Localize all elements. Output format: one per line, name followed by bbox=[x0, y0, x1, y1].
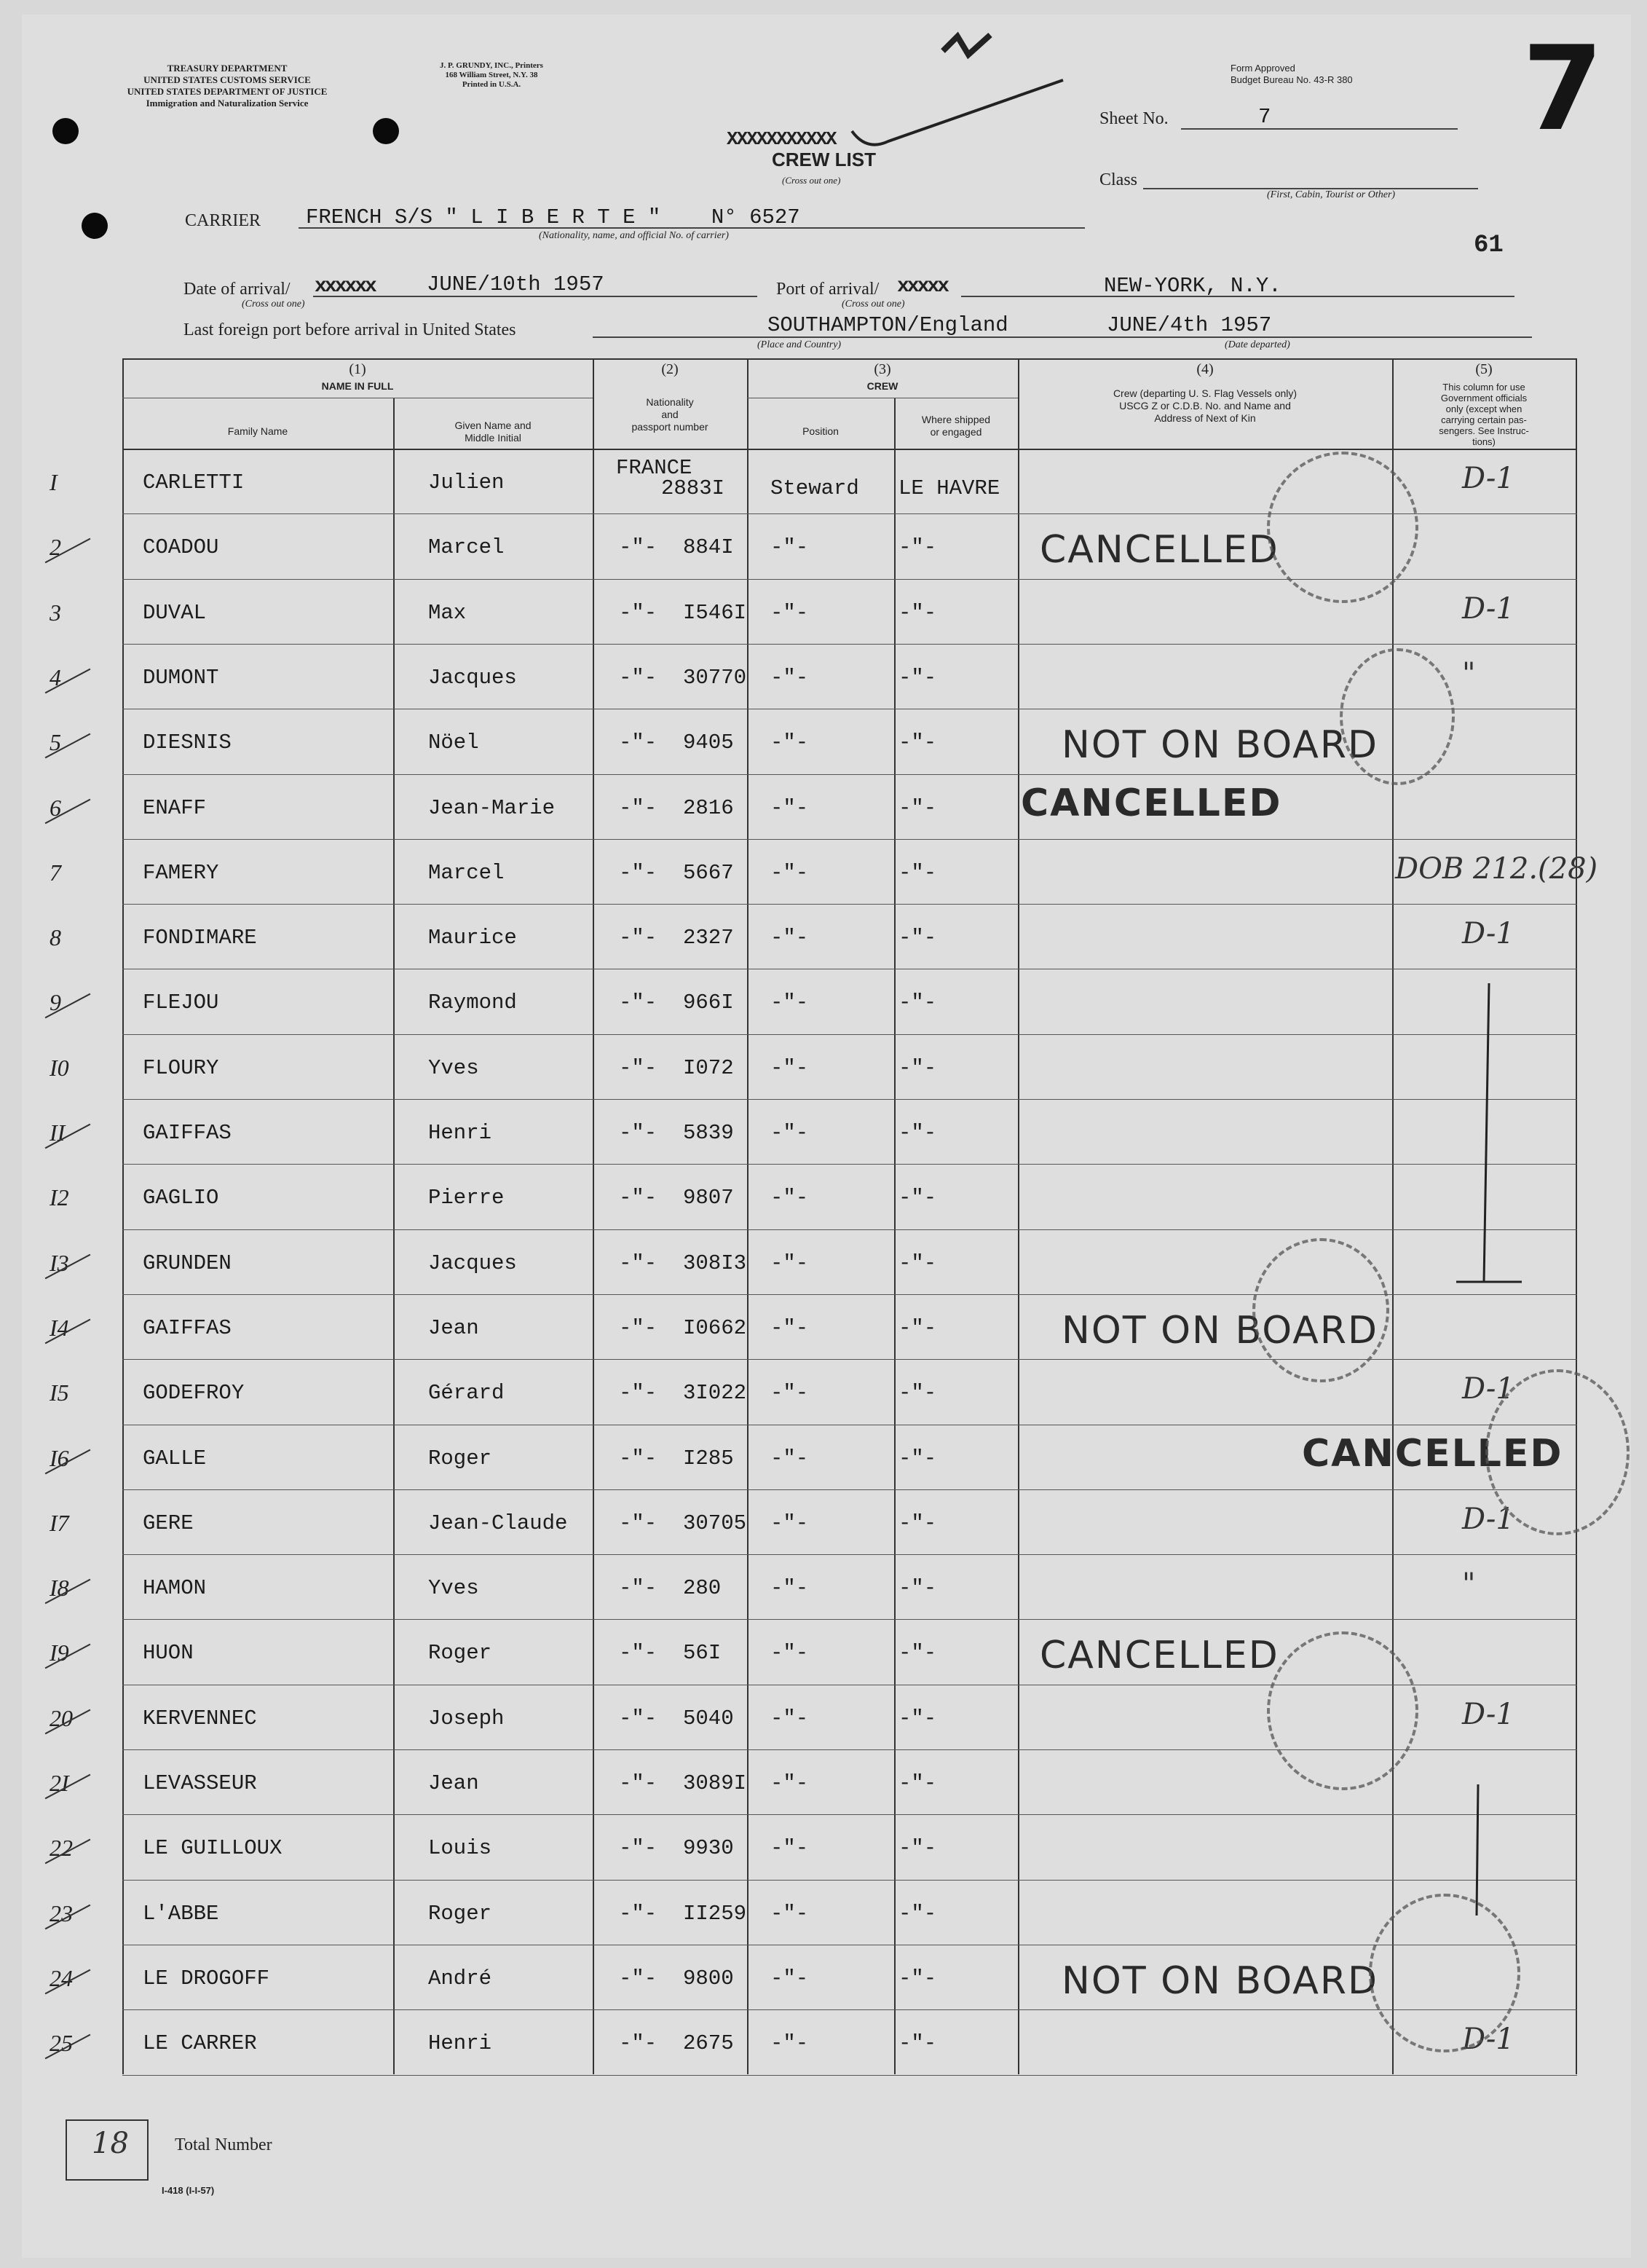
class-label: Class bbox=[1099, 170, 1138, 189]
arrival-label: Date of arrival/ bbox=[183, 280, 291, 299]
row-number: 6 bbox=[50, 794, 61, 821]
position-cell: -"- bbox=[770, 1641, 809, 1666]
official-seal-stamp bbox=[1267, 452, 1418, 603]
shipped-cell: -"- bbox=[898, 1641, 937, 1666]
shipped-cell: -"- bbox=[898, 1186, 937, 1210]
col5-number: (5) bbox=[1475, 361, 1493, 377]
nationality-cell: -"- bbox=[619, 665, 657, 690]
given-cell: Jean bbox=[428, 1315, 479, 1340]
row-rule bbox=[122, 1814, 1577, 1815]
row-number: II bbox=[50, 1119, 66, 1146]
passport-cell: 280 bbox=[683, 1576, 722, 1601]
family-cell: LEVASSEUR bbox=[143, 1771, 257, 1795]
shipped-cell: -"- bbox=[898, 991, 937, 1015]
passport-cell: 2675 bbox=[683, 2031, 734, 2056]
nationality-cell: -"- bbox=[619, 1641, 657, 1666]
passport-cell: 5667 bbox=[683, 860, 734, 885]
column-rule bbox=[393, 398, 395, 2074]
column-rule bbox=[1392, 358, 1394, 2074]
position-cell: -"- bbox=[770, 1836, 809, 1861]
col3a-title: Position bbox=[802, 425, 839, 437]
last-port-hint: (Place and Country) bbox=[757, 339, 842, 350]
shipped-cell: -"- bbox=[898, 2031, 937, 2056]
col2-number: (2) bbox=[661, 361, 679, 377]
nationality-cell: -"- bbox=[619, 1055, 657, 1080]
passport-cell: 30770 bbox=[683, 665, 747, 690]
carrier-value: FRENCH S/S " L I B E R T E " N° 6527 bbox=[306, 205, 800, 229]
official-note: D-1 bbox=[1462, 917, 1514, 951]
row-number: I7 bbox=[50, 1509, 69, 1536]
form-code: I-418 (I-I-57) bbox=[162, 2185, 215, 2196]
row-number: 4 bbox=[50, 664, 61, 690]
given-cell: Jean-Claude bbox=[428, 1511, 568, 1535]
nationality-cell: -"- bbox=[619, 1121, 657, 1145]
position-cell: -"- bbox=[770, 1446, 809, 1470]
col3-number: (3) bbox=[874, 361, 891, 377]
row-number: I bbox=[50, 469, 58, 495]
position-cell: -"- bbox=[770, 1381, 809, 1406]
nationality-cell: -"- bbox=[619, 2031, 657, 2056]
position-cell: -"- bbox=[770, 1121, 809, 1145]
nationality-cell: -"- bbox=[619, 1771, 657, 1795]
departed-date: JUNE/4th 1957 bbox=[1107, 313, 1272, 337]
position-cell: -"- bbox=[770, 1511, 809, 1535]
nationality-cell: -"- bbox=[619, 1576, 657, 1601]
passport-cell: 9807 bbox=[683, 1186, 734, 1210]
status-stamp: CANCELLED bbox=[1040, 1634, 1279, 1678]
family-cell: FONDIMARE bbox=[143, 926, 257, 950]
nationality-cell: -"- bbox=[619, 535, 657, 560]
printer-line: 168 William Street, N.Y. 38 bbox=[445, 71, 538, 79]
shipped-cell: -"- bbox=[898, 1576, 937, 1601]
form-approved-line: Form Approved bbox=[1231, 63, 1295, 74]
nationality-cell: -"- bbox=[619, 600, 657, 625]
official-seal-stamp bbox=[1485, 1369, 1630, 1535]
family-cell: GAIFFAS bbox=[143, 1315, 232, 1340]
page-marker: 61 bbox=[1474, 232, 1504, 259]
row-rule bbox=[122, 1034, 1577, 1035]
last-port-label: Last foreign port before arrival in United States bbox=[183, 320, 516, 339]
shipped-cell: -"- bbox=[898, 1315, 937, 1340]
shipped-cell: -"- bbox=[898, 795, 937, 820]
nationality-cell: -"- bbox=[619, 991, 657, 1015]
family-cell: DIESNIS bbox=[143, 731, 232, 755]
row-number: 25 bbox=[50, 2030, 73, 2057]
family-cell: LE DROGOFF bbox=[143, 1966, 270, 1991]
sheet-big-number: 7 bbox=[1522, 20, 1603, 157]
passport-cell: 2327 bbox=[683, 926, 734, 950]
row-number: 2 bbox=[50, 534, 61, 561]
header-bottom-rule bbox=[122, 449, 1577, 450]
nationality-cell: -"- bbox=[619, 1315, 657, 1340]
nationality-cell: -"- bbox=[619, 1381, 657, 1406]
row-rule bbox=[122, 644, 1577, 645]
position-cell: -"- bbox=[770, 1576, 809, 1601]
shipped-cell: -"- bbox=[898, 860, 937, 885]
shipped-cell: -"- bbox=[898, 1055, 937, 1080]
shipped-cell: -"- bbox=[898, 665, 937, 690]
row-number: I3 bbox=[50, 1249, 69, 1276]
family-cell: COADOU bbox=[143, 535, 219, 560]
given-cell: Marcel bbox=[428, 860, 505, 885]
position-cell: -"- bbox=[770, 1771, 809, 1795]
row-number: I0 bbox=[50, 1054, 69, 1081]
column-rule bbox=[894, 398, 896, 2074]
agency-line: UNITED STATES CUSTOMS SERVICE bbox=[143, 74, 311, 85]
position-cell: -"- bbox=[770, 1315, 809, 1340]
col1a-title: Family Name bbox=[227, 425, 288, 437]
shipped-cell: -"- bbox=[898, 1966, 937, 1991]
shipped-cell: -"- bbox=[898, 600, 937, 625]
nationality-cell: -"- bbox=[619, 795, 657, 820]
last-port-value: SOUTHAMPTON/England bbox=[767, 313, 1008, 337]
row-number: 3 bbox=[50, 599, 61, 626]
family-cell: L'ABBE bbox=[143, 1901, 219, 1926]
given-cell: Max bbox=[428, 600, 467, 625]
official-seal-stamp bbox=[1340, 648, 1455, 785]
shipped-cell: -"- bbox=[898, 1836, 937, 1861]
nationality-cell: -"- bbox=[619, 1966, 657, 1991]
given-cell: Jean-Marie bbox=[428, 795, 556, 820]
col5-title: This column for use Government officials only (except when carrying certain pas- sengers. See Instruc- tions) bbox=[1439, 382, 1529, 447]
punch-hole bbox=[82, 213, 108, 239]
departed-hint: (Date departed) bbox=[1225, 339, 1290, 350]
column-rule bbox=[1018, 358, 1019, 2074]
family-cell: GRUNDEN bbox=[143, 1251, 232, 1275]
passport-cell: 308I3 bbox=[683, 1251, 747, 1275]
shipped-cell: -"- bbox=[898, 926, 937, 950]
form-approved-block bbox=[1231, 63, 1353, 86]
passport-cell: 884I bbox=[683, 535, 734, 560]
family-cell: HUON bbox=[143, 1641, 194, 1666]
arrival-struck: xxxxxx bbox=[315, 275, 375, 298]
row-number: 7 bbox=[50, 859, 61, 886]
passport-cell: 56I bbox=[683, 1641, 722, 1666]
row-number: I6 bbox=[50, 1444, 69, 1471]
table-top-rule bbox=[122, 358, 1577, 360]
position-cell: Steward bbox=[770, 476, 859, 500]
official-note: D-1 bbox=[1462, 591, 1514, 626]
passport-cell: II259 bbox=[683, 1901, 747, 1926]
column-rule bbox=[122, 358, 124, 2074]
family-cell: FAMERY bbox=[143, 860, 219, 885]
shipped-cell: -"- bbox=[898, 1511, 937, 1535]
total-label: Total Number bbox=[175, 2135, 272, 2154]
passport-cell: 3089I bbox=[683, 1771, 747, 1795]
row-number: 23 bbox=[50, 1899, 73, 1926]
row-number: 5 bbox=[50, 729, 61, 756]
arrival-date: JUNE/10th 1957 bbox=[427, 272, 604, 296]
given-cell: Roger bbox=[428, 1641, 492, 1666]
nationality-cell: -"- bbox=[619, 860, 657, 885]
row-rule bbox=[122, 2009, 1577, 2010]
shipped-cell: -"- bbox=[898, 1121, 937, 1145]
row-rule bbox=[122, 839, 1577, 840]
port-label: Port of arrival/ bbox=[776, 280, 880, 299]
family-cell: GERE bbox=[143, 1511, 194, 1535]
carrier-hint: (Nationality, name, and official No. of carrier) bbox=[539, 230, 729, 241]
passport-cell: 2883I bbox=[661, 476, 725, 500]
passport-cell: 966I bbox=[683, 991, 734, 1015]
col4-title: Crew (departing U. S. Flag Vessels only) USCG Z or C.D.B. No. and Name and Address of Next of Kin bbox=[1113, 387, 1298, 424]
row-number: 9 bbox=[50, 989, 61, 1016]
passport-cell: I546I bbox=[683, 600, 747, 625]
row-rule bbox=[122, 774, 1577, 775]
row-rule bbox=[122, 1880, 1577, 1881]
position-cell: -"- bbox=[770, 1055, 809, 1080]
family-cell: LE GUILLOUX bbox=[143, 1836, 283, 1861]
passport-cell: I285 bbox=[683, 1446, 734, 1470]
passport-cell: 9800 bbox=[683, 1966, 734, 1991]
arrival-hint: (Cross out one) bbox=[242, 299, 305, 310]
given-cell: Yves bbox=[428, 1055, 479, 1080]
nationality-cell: -"- bbox=[619, 731, 657, 755]
port-hint: (Cross out one) bbox=[842, 299, 905, 310]
given-cell: André bbox=[428, 1966, 492, 1991]
row-rule bbox=[122, 1554, 1577, 1555]
shipped-cell: LE HAVRE bbox=[898, 476, 1000, 500]
given-cell: Marcel bbox=[428, 535, 505, 560]
official-note: D-1 bbox=[1462, 2023, 1514, 2057]
form-approved-line: Budget Bureau No. 43-R 380 bbox=[1231, 74, 1353, 85]
row-number: I2 bbox=[50, 1184, 69, 1211]
given-cell: Louis bbox=[428, 1836, 492, 1861]
col1-number: (1) bbox=[349, 361, 366, 377]
check-mark-icon bbox=[845, 73, 1078, 153]
position-cell: -"- bbox=[770, 926, 809, 950]
form-title: CREW LIST bbox=[772, 149, 876, 170]
passport-cell: 5839 bbox=[683, 1121, 734, 1145]
nationality-cell: -"- bbox=[619, 1706, 657, 1730]
family-cell: KERVENNEC bbox=[143, 1706, 257, 1730]
row-rule bbox=[122, 2075, 1577, 2076]
sheet-label: Sheet No. bbox=[1099, 109, 1169, 128]
col1b-title: Given Name and Middle Initial bbox=[454, 420, 532, 444]
given-cell: Roger bbox=[428, 1446, 492, 1470]
col4-number: (4) bbox=[1196, 361, 1214, 377]
crew-table bbox=[50, 358, 1598, 2074]
family-cell: FLOURY bbox=[143, 1055, 219, 1080]
shipped-cell: -"- bbox=[898, 731, 937, 755]
agency-line: UNITED STATES DEPARTMENT OF JUSTICE bbox=[127, 86, 328, 97]
status-stamp: NOT ON BOARD bbox=[1062, 1308, 1378, 1352]
given-cell: Pierre bbox=[428, 1186, 505, 1210]
row-rule bbox=[122, 1164, 1577, 1165]
official-note: DOB 212.(28) bbox=[1395, 851, 1598, 886]
passport-cell: 30705 bbox=[683, 1511, 747, 1535]
nationality-cell: -"- bbox=[619, 926, 657, 950]
nationality-cell: -"- bbox=[619, 1251, 657, 1275]
nationality-cell: -"- bbox=[619, 1901, 657, 1926]
position-cell: -"- bbox=[770, 1251, 809, 1275]
family-cell: GALLE bbox=[143, 1446, 207, 1470]
position-cell: -"- bbox=[770, 1901, 809, 1926]
passport-cell: 3I022 bbox=[683, 1381, 747, 1406]
family-cell: DUVAL bbox=[143, 600, 207, 625]
position-cell: -"- bbox=[770, 600, 809, 625]
position-cell: -"- bbox=[770, 1706, 809, 1730]
sheet-underline bbox=[1181, 128, 1458, 130]
given-cell: Joseph bbox=[428, 1706, 505, 1730]
position-cell: -"- bbox=[770, 665, 809, 690]
given-cell: Jacques bbox=[428, 665, 517, 690]
agency-block bbox=[82, 63, 373, 109]
shipped-cell: -"- bbox=[898, 1901, 937, 1926]
printer-line: Printed in U.S.A. bbox=[462, 80, 521, 89]
row-number: 22 bbox=[50, 1835, 73, 1862]
family-cell: CARLETTI bbox=[143, 470, 245, 495]
passport-cell: 2816 bbox=[683, 795, 734, 820]
nationality-cell: -"- bbox=[619, 1446, 657, 1470]
position-cell: -"- bbox=[770, 860, 809, 885]
punch-hole bbox=[373, 118, 399, 144]
position-cell: -"- bbox=[770, 731, 809, 755]
column-rule bbox=[593, 358, 594, 2074]
row-number: 24 bbox=[50, 1964, 73, 1991]
port-struck: xxxxx bbox=[897, 275, 948, 298]
official-seal-stamp bbox=[1252, 1238, 1389, 1382]
given-cell: Jean bbox=[428, 1771, 479, 1795]
column-rule bbox=[747, 358, 749, 2074]
agency-line: Immigration and Naturalization Service bbox=[146, 98, 309, 109]
passport-cell: I072 bbox=[683, 1055, 734, 1080]
pen-line-mark bbox=[1449, 976, 1529, 1296]
nationality-cell: FRANCE bbox=[616, 456, 692, 480]
position-cell: -"- bbox=[770, 795, 809, 820]
struck-title: XXXXXXXXXXX bbox=[727, 128, 836, 150]
given-cell: Raymond bbox=[428, 991, 517, 1015]
given-cell: Gérard bbox=[428, 1381, 505, 1406]
family-cell: GODEFROY bbox=[143, 1381, 245, 1406]
port-underline bbox=[961, 296, 1514, 297]
official-seal-stamp bbox=[1267, 1631, 1418, 1790]
family-cell: HAMON bbox=[143, 1576, 207, 1601]
nationality-cell: -"- bbox=[619, 1511, 657, 1535]
carrier-label: CARRIER bbox=[185, 211, 261, 230]
class-hint: (First, Cabin, Tourist or Other) bbox=[1267, 189, 1396, 200]
official-note: " bbox=[1462, 1567, 1476, 1602]
status-stamp: NOT ON BOARD bbox=[1062, 723, 1378, 768]
row-number: I9 bbox=[50, 1639, 69, 1666]
official-note: D-1 bbox=[1462, 462, 1514, 495]
status-stamp: CANCELLED bbox=[1021, 781, 1282, 825]
given-cell: Nöel bbox=[428, 731, 479, 755]
position-cell: -"- bbox=[770, 535, 809, 560]
given-cell: Roger bbox=[428, 1901, 492, 1926]
row-number: I4 bbox=[50, 1314, 69, 1341]
family-cell: LE CARRER bbox=[143, 2031, 257, 2056]
family-cell: FLEJOU bbox=[143, 991, 219, 1015]
status-stamp: NOT ON BOARD bbox=[1062, 1958, 1378, 2003]
row-number: I8 bbox=[50, 1575, 69, 1602]
scribble-mark-icon bbox=[939, 29, 1005, 66]
passport-cell: I0662 bbox=[683, 1315, 747, 1340]
row-rule bbox=[122, 1489, 1577, 1490]
family-cell: DUMONT bbox=[143, 665, 219, 690]
row-rule bbox=[122, 1229, 1577, 1230]
passport-cell: 5040 bbox=[683, 1706, 734, 1730]
form-title-hint: (Cross out one) bbox=[782, 175, 841, 186]
shipped-cell: -"- bbox=[898, 535, 937, 560]
arrival-underline bbox=[313, 296, 757, 297]
row-rule bbox=[122, 904, 1577, 905]
passport-cell: 9405 bbox=[683, 731, 734, 755]
col2-title: Nationality and passport number bbox=[631, 396, 708, 433]
printer-block bbox=[408, 61, 575, 90]
shipped-cell: -"- bbox=[898, 1251, 937, 1275]
col3b-title: Where shipped or engaged bbox=[921, 414, 991, 438]
position-cell: -"- bbox=[770, 1966, 809, 1991]
family-cell: GAGLIO bbox=[143, 1186, 219, 1210]
printer-line: J. P. GRUNDY, INC., Printers bbox=[440, 61, 543, 70]
official-note: D-1 bbox=[1462, 1372, 1514, 1406]
official-note: D-1 bbox=[1462, 1502, 1514, 1536]
pen-line-mark bbox=[1456, 1777, 1500, 1923]
shipped-cell: -"- bbox=[898, 1446, 937, 1470]
shipped-cell: -"- bbox=[898, 1706, 937, 1730]
port-value: NEW-YORK, N.Y. bbox=[1104, 274, 1281, 298]
column-rule bbox=[1576, 358, 1577, 2074]
carrier-underline bbox=[299, 227, 1085, 229]
shipped-cell: -"- bbox=[898, 1381, 937, 1406]
status-stamp: CANCELLED bbox=[1040, 528, 1279, 572]
row-number: 8 bbox=[50, 924, 61, 951]
given-cell: Yves bbox=[428, 1576, 479, 1601]
sheet-number: 7 bbox=[1258, 105, 1271, 129]
punch-hole bbox=[52, 118, 79, 144]
given-cell: Henri bbox=[428, 1121, 492, 1145]
position-cell: -"- bbox=[770, 991, 809, 1015]
position-cell: -"- bbox=[770, 2031, 809, 2056]
shipped-cell: -"- bbox=[898, 1771, 937, 1795]
official-note: " bbox=[1462, 656, 1476, 690]
row-rule bbox=[122, 1619, 1577, 1620]
family-cell: ENAFF bbox=[143, 795, 207, 820]
given-cell: Maurice bbox=[428, 926, 517, 950]
row-number: 20 bbox=[50, 1704, 73, 1731]
total-value: 18 bbox=[92, 2127, 129, 2160]
col3-title: CREW bbox=[866, 380, 898, 392]
official-note: D-1 bbox=[1462, 1697, 1514, 1731]
col1-title: NAME IN FULL bbox=[321, 380, 394, 392]
last-port-underline bbox=[593, 336, 1532, 338]
given-cell: Julien bbox=[428, 470, 505, 495]
position-cell: -"- bbox=[770, 1186, 809, 1210]
family-cell: GAIFFAS bbox=[143, 1121, 232, 1145]
nationality-cell: -"- bbox=[619, 1836, 657, 1861]
agency-line: TREASURY DEPARTMENT bbox=[167, 63, 288, 74]
status-stamp: CANCELLED bbox=[1302, 1431, 1563, 1476]
row-number: 2I bbox=[50, 1770, 69, 1796]
nationality-cell: -"- bbox=[619, 1186, 657, 1210]
given-cell: Jacques bbox=[428, 1251, 517, 1275]
given-cell: Henri bbox=[428, 2031, 492, 2056]
passport-cell: 9930 bbox=[683, 1836, 734, 1861]
row-rule bbox=[122, 1099, 1577, 1100]
row-number: I5 bbox=[50, 1379, 69, 1406]
